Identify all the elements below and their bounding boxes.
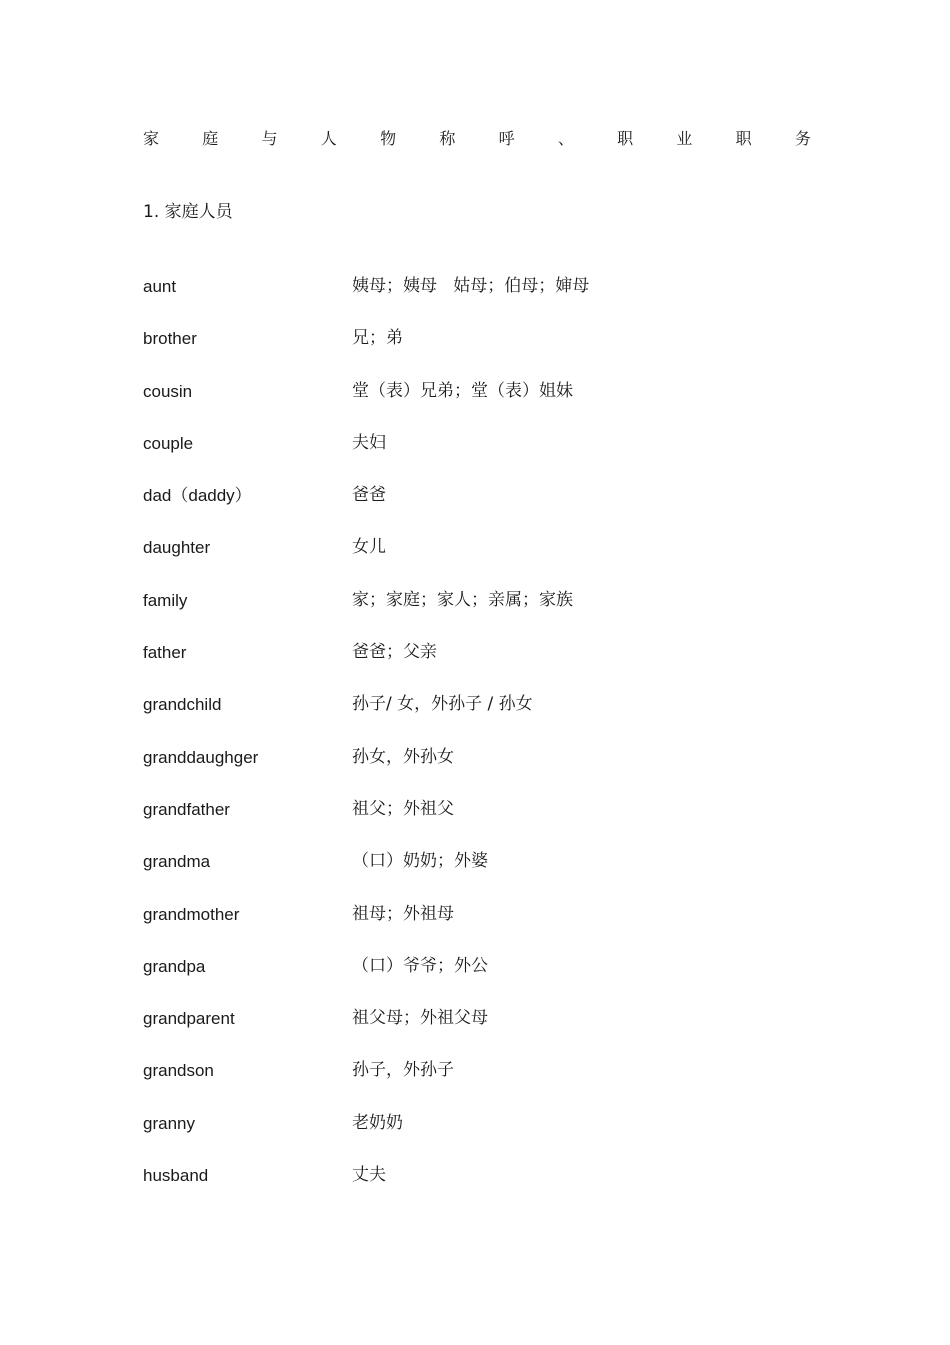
vocab-meaning: 爸爸；父亲 (352, 642, 437, 663)
vocab-meaning: 祖父母；外祖父母 (352, 1008, 488, 1029)
vocab-term: husband (143, 1166, 209, 1186)
vocab-term: dad（daddy） (143, 486, 252, 506)
vocab-meaning: 堂（表）兄弟；堂（表）姐妹 (352, 380, 573, 401)
vocab-meaning: 祖母；外祖母 (352, 903, 454, 924)
vocab-meaning: 孙女，外孙女 (352, 746, 454, 767)
vocab-row (143, 954, 843, 1006)
vocab-meaning: 兄；弟 (352, 328, 403, 349)
title-char: 庭 (202, 129, 219, 148)
vocab-meaning: 老奶奶 (352, 1112, 403, 1133)
vocab-term: aunt (143, 277, 177, 296)
vocab-meaning: （口）爷爷；外公 (352, 955, 488, 976)
vocab-term: father (143, 643, 187, 663)
title-char: 呼 (498, 129, 515, 148)
vocab-term: grandparent (143, 1009, 235, 1029)
vocab-term: grandfather (143, 799, 230, 819)
vocab-meaning: 爸爸 (352, 485, 386, 506)
vocab-term: grandchild (143, 695, 222, 715)
vocab-term: granddaughger (143, 747, 259, 767)
vocab-row (143, 797, 843, 849)
vocab-row (143, 1163, 843, 1215)
vocab-term: brother (143, 329, 197, 349)
title-char: 物 (380, 129, 397, 148)
title-char: 称 (439, 129, 456, 148)
vocab-row (143, 1111, 843, 1163)
vocab-meaning: （口）奶奶；外婆 (352, 851, 488, 872)
vocab-row (143, 692, 843, 744)
vocab-term: granny (143, 1113, 195, 1133)
vocab-meaning: 姨母；姨母 姑母；伯母；婶母 (352, 276, 590, 296)
vocab-row (143, 902, 843, 954)
vocab-term: cousin (143, 381, 193, 401)
title-char: 与 (261, 129, 278, 148)
vocab-row (143, 640, 843, 692)
vocab-row (143, 849, 843, 901)
vocab-term: grandpa (143, 956, 206, 976)
vocab-meaning: 家；家庭；家人；亲属；家族 (352, 589, 573, 610)
title-char: 业 (676, 129, 693, 148)
vocab-term: grandma (143, 852, 211, 872)
vocab-meaning: 孙子/ 女，外孙子 / 孙女 (352, 694, 533, 715)
vocab-row (143, 588, 843, 640)
vocab-row (143, 379, 843, 431)
vocab-list (143, 274, 843, 1215)
title-char: 、 (557, 129, 574, 148)
vocab-term: grandmother (143, 904, 240, 924)
vocab-row (143, 326, 843, 378)
vocab-row (143, 745, 843, 797)
title-char: 人 (320, 129, 337, 148)
vocab-row (143, 274, 843, 326)
section-heading: 1. 家庭人员 (143, 202, 233, 222)
vocab-term: family (143, 590, 188, 610)
vocab-meaning: 孙子，外孙子 (352, 1060, 454, 1081)
vocab-term: daughter (143, 538, 211, 558)
title-char: 职 (735, 129, 752, 148)
vocab-term: grandson (143, 1061, 214, 1081)
title-char: 务 (794, 129, 811, 148)
title-char: 职 (617, 129, 634, 148)
document-title (143, 128, 811, 150)
vocab-meaning: 丈夫 (352, 1165, 386, 1186)
vocab-term: couple (143, 433, 194, 453)
vocab-meaning: 女儿 (352, 537, 386, 558)
vocab-row (143, 431, 843, 483)
vocab-meaning: 夫妇 (352, 432, 386, 453)
title-char: 家 (143, 129, 160, 148)
vocab-row (143, 1058, 843, 1110)
vocab-meaning: 祖父；外祖父 (352, 798, 454, 819)
vocab-row (143, 1006, 843, 1058)
vocab-row (143, 483, 843, 535)
vocab-row (143, 535, 843, 587)
